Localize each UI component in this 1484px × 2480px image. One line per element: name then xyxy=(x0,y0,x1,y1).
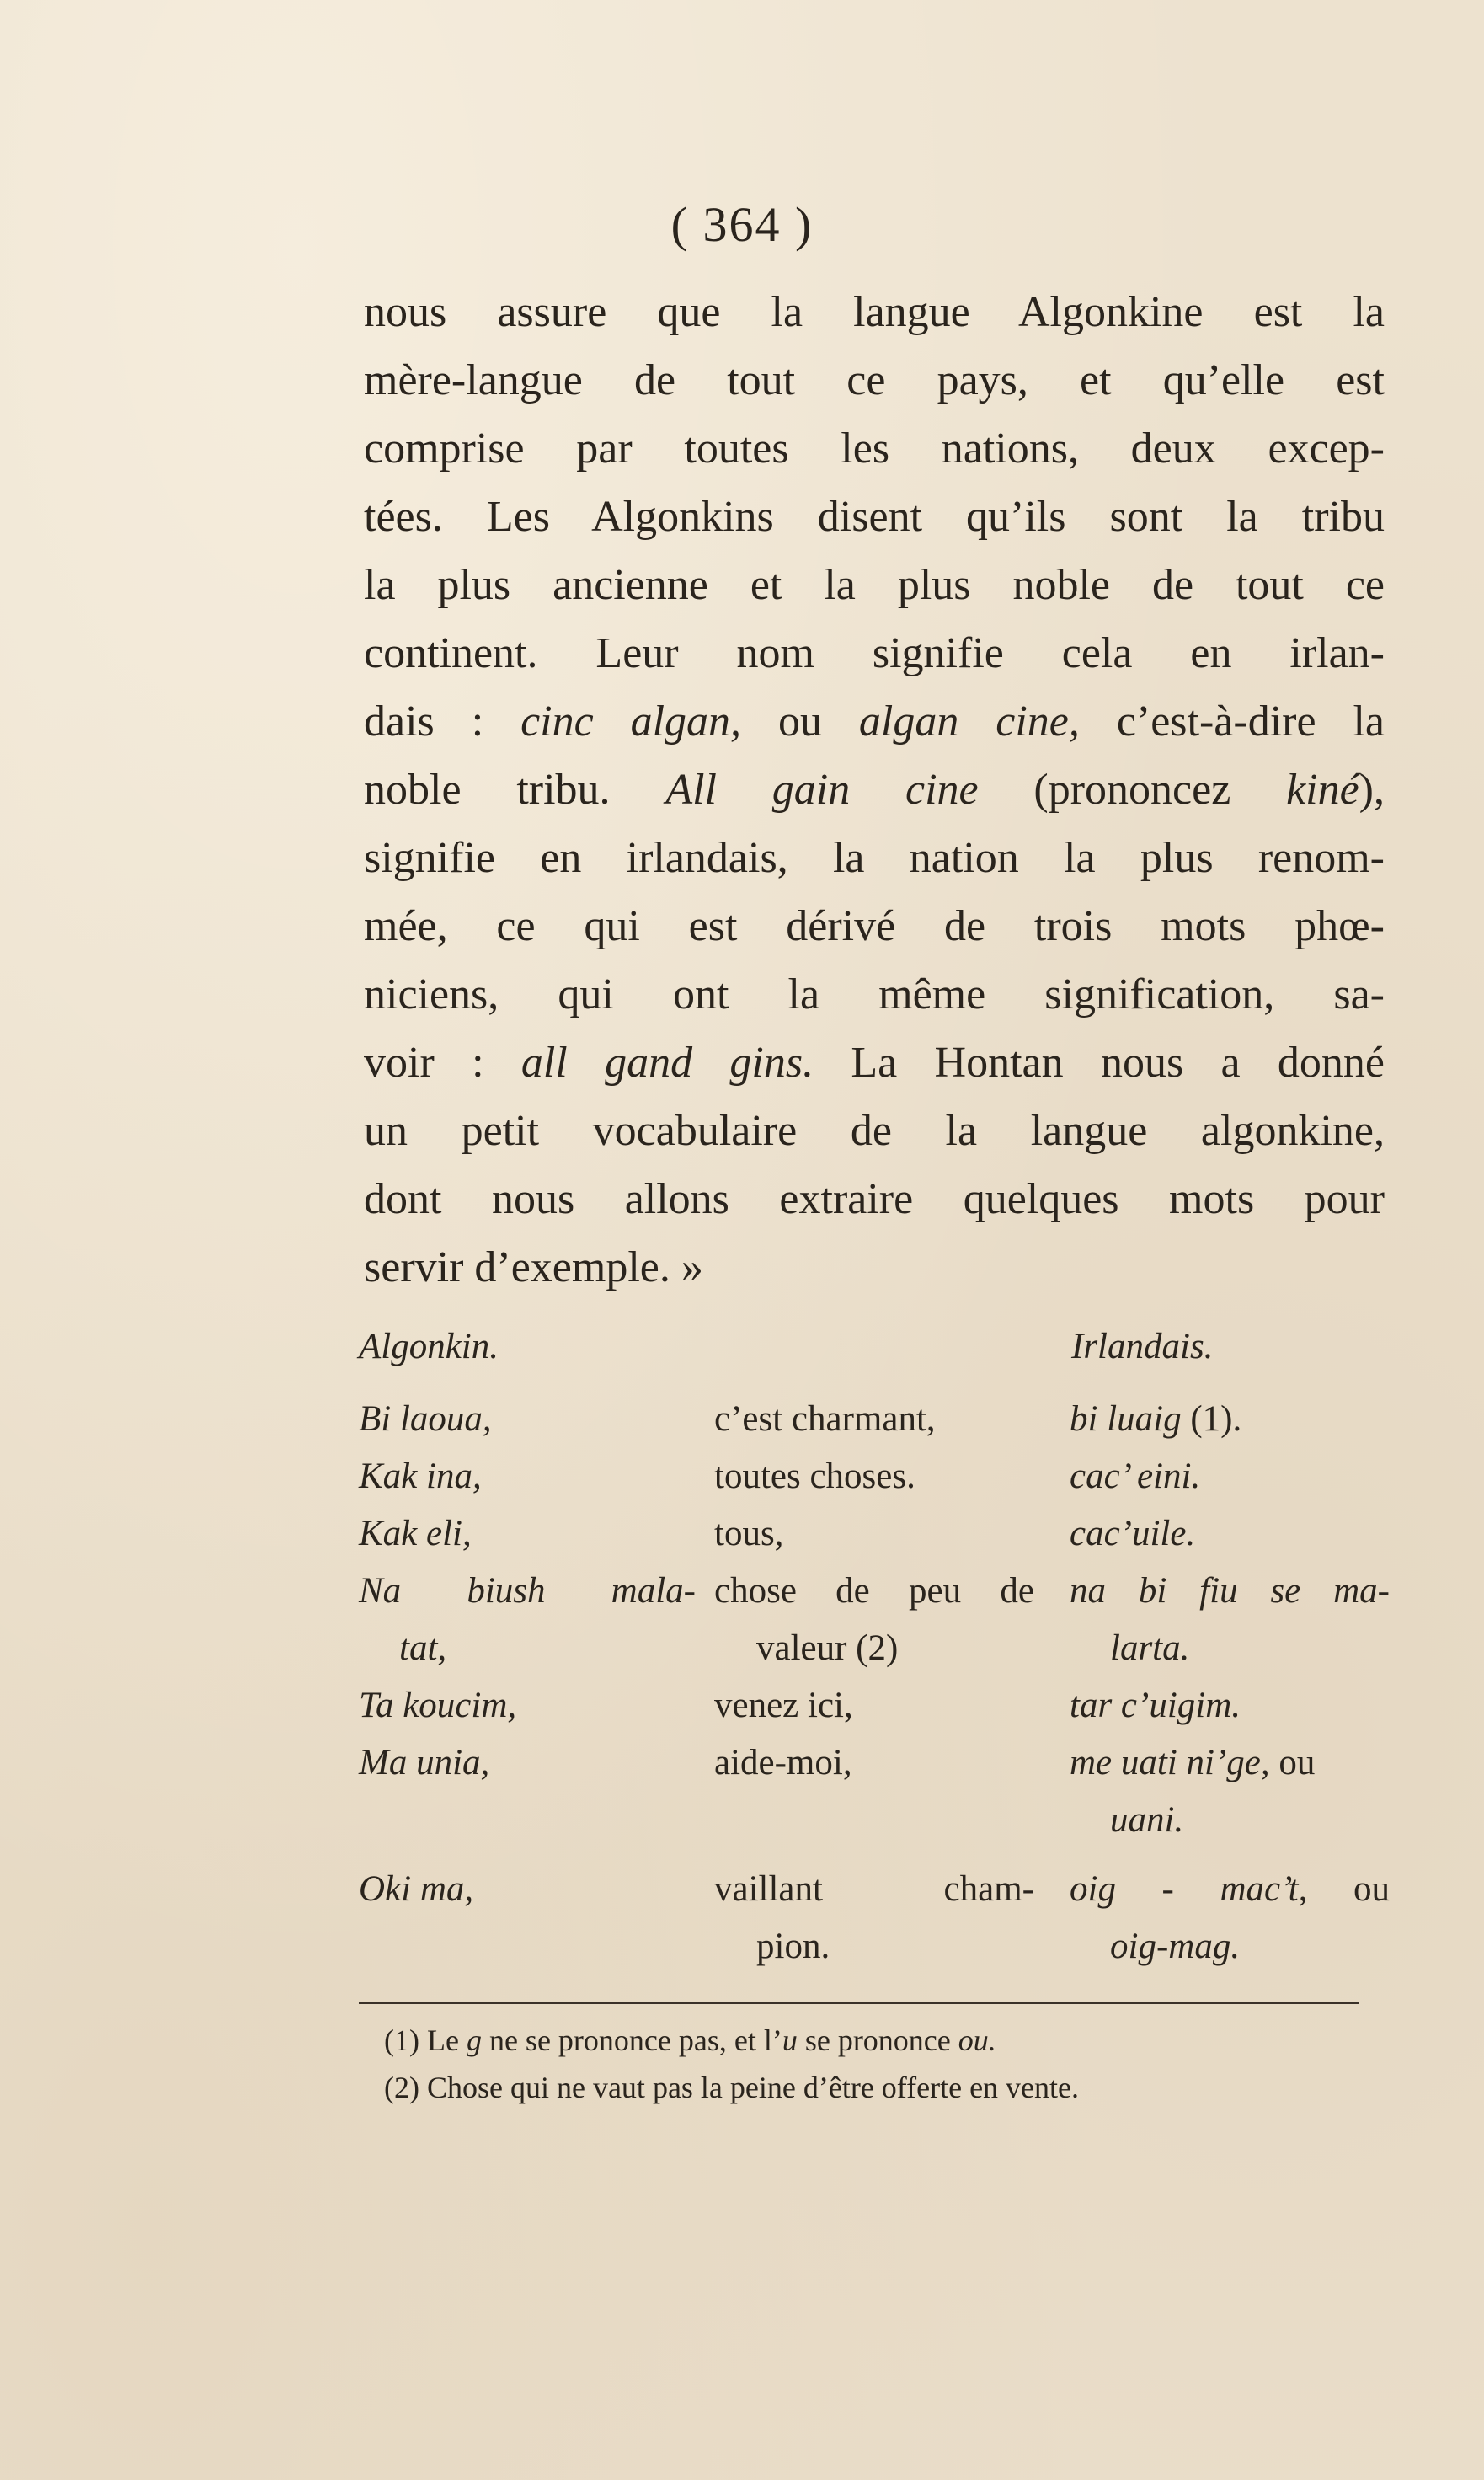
french-meaning xyxy=(714,1563,1034,1677)
footnote-ref: (1). xyxy=(1181,1399,1242,1439)
french-meaning: aide-moi, xyxy=(714,1743,852,1782)
french-meaning: toutes choses. xyxy=(714,1456,915,1496)
french-meaning: venez ici, xyxy=(714,1686,853,1725)
algonkin-word: Kak ina, xyxy=(359,1456,482,1496)
text-line-9: signifie en irlandais, la nation la plus renom- xyxy=(364,834,1385,882)
french-meaning: c’est charmant, xyxy=(714,1399,936,1439)
irish-line: na bi fiu se ma- xyxy=(1070,1571,1390,1611)
irish-term: me uati ni’ge, xyxy=(1070,1743,1270,1782)
footnote-rule xyxy=(359,2002,1359,2004)
irish-word xyxy=(1070,1391,1390,1448)
text-line-11: niciens, qui ont la même signification, sa- xyxy=(364,970,1385,1018)
algonkin-word: Bi laoua, xyxy=(359,1399,492,1439)
irish-word xyxy=(1070,1734,1390,1849)
text-fragment: dais : xyxy=(364,698,521,746)
text-fragment: (1) Le xyxy=(384,2023,467,2057)
header-algonkin: Algonkin. xyxy=(359,1327,499,1366)
italic-term: ou. xyxy=(958,2023,996,2057)
vocab-row xyxy=(359,1505,1381,1563)
vocab-row xyxy=(359,1734,1381,1861)
text-fragment: se prononce xyxy=(797,2023,958,2057)
text-line-14: dont nous allons extraire quelques mots pour xyxy=(364,1175,1385,1223)
irish-continuation: oig-mag. xyxy=(1110,1927,1241,1966)
french-meaning xyxy=(714,1861,1034,1975)
algonkin-line: Na biush mala- xyxy=(359,1571,696,1611)
page-number: ( 364 ) xyxy=(670,197,814,252)
italic-term: algan cine, xyxy=(858,698,1080,746)
text-fragment: ), xyxy=(1359,766,1385,814)
text-line-1: nous assure que la langue Algonkine est la xyxy=(364,288,1385,336)
italic-term: All gain cine xyxy=(665,766,979,814)
vocab-row xyxy=(359,1677,1381,1734)
irish-word: cac’ eini. xyxy=(1070,1456,1201,1496)
text-line-7 xyxy=(364,687,1385,756)
text-fragment: La Hontan nous a donné xyxy=(814,1039,1385,1087)
irish-continuation: uani. xyxy=(1110,1800,1184,1840)
text-line-2: mère-langue de tout ce pays, et qu’elle est xyxy=(364,356,1385,404)
italic-term: cinc algan, xyxy=(520,698,742,746)
algonkin-word: Oki ma, xyxy=(359,1869,474,1909)
text-fragment: c’est-à-dire la xyxy=(1079,698,1385,746)
irish-line xyxy=(1070,1861,1390,1918)
vocab-row xyxy=(359,1861,1391,1975)
text-line-3: comprise par toutes les nations, deux excep- xyxy=(364,425,1385,473)
french-line: vaillant cham- xyxy=(714,1869,1034,1909)
text-line-12 xyxy=(364,1029,1385,1097)
irish-word xyxy=(1070,1861,1390,1975)
text-fragment: (prononcez xyxy=(978,766,1287,814)
header-irlandais: Irlandais. xyxy=(1071,1327,1214,1366)
algonkin-word: Kak eli, xyxy=(359,1514,472,1553)
footnote-1 xyxy=(384,2017,1395,2064)
irish-word: tar c’uigim. xyxy=(1070,1686,1241,1725)
italic-term: kiné xyxy=(1286,766,1359,814)
conjunction: ou xyxy=(1307,1869,1391,1909)
irish-term: bi luaig xyxy=(1070,1399,1182,1439)
italic-term: u xyxy=(782,2023,798,2057)
text-line-15: servir d’exemple. » xyxy=(364,1243,703,1291)
vocabulary-header xyxy=(359,1318,1381,1391)
italic-term: all gand gins. xyxy=(520,1039,814,1087)
text-fragment: ne se prononce pas, et l’ xyxy=(481,2023,782,2057)
text-fragment: noble tribu. xyxy=(364,766,666,814)
algonkin-word xyxy=(359,1563,696,1677)
text-line-5: la plus ancienne et la plus noble de tout ce xyxy=(364,561,1385,609)
vocab-row xyxy=(359,1448,1381,1505)
french-line: chose de peu de xyxy=(714,1571,1034,1611)
conjunction: ou xyxy=(1269,1743,1316,1782)
irish-word: cac’uile. xyxy=(1070,1514,1196,1553)
algonkin-word: Ta koucim, xyxy=(359,1686,517,1725)
french-continuation: valeur (2) xyxy=(756,1628,899,1668)
algonkin-word: Ma unia, xyxy=(359,1743,490,1782)
text-line-6: continent. Leur nom signifie cela en irlan- xyxy=(364,629,1385,677)
french-continuation: pion. xyxy=(756,1927,830,1966)
irish-term: oig - mac’t, xyxy=(1070,1869,1308,1909)
irish-line xyxy=(1070,1734,1390,1792)
irish-word xyxy=(1070,1563,1390,1677)
irish-continuation: larta. xyxy=(1110,1628,1190,1668)
text-line-4: tées. Les Algonkins disent qu’ils sont la tribu xyxy=(364,493,1385,541)
vocabulary-table xyxy=(359,1318,1391,1975)
text-line-8 xyxy=(364,756,1385,824)
footnote-2: (2) Chose qui ne vaut pas la peine d’être offerte en vente. xyxy=(384,2071,1080,2104)
footnotes xyxy=(384,2017,1395,2111)
french-meaning: tous, xyxy=(714,1514,784,1553)
italic-term: g xyxy=(466,2023,482,2057)
text-line-10: mée, ce qui est dérivé de trois mots phœ- xyxy=(364,902,1385,950)
text-line-13: un petit vocabulaire de la langue algonkine, xyxy=(364,1107,1385,1155)
text-fragment: ou xyxy=(741,698,859,746)
vocab-row xyxy=(359,1391,1381,1448)
text-fragment: voir : xyxy=(364,1039,521,1087)
main-paragraph xyxy=(364,278,1385,1301)
vocab-row xyxy=(359,1563,1390,1677)
algonkin-continuation: tat, xyxy=(399,1628,447,1668)
